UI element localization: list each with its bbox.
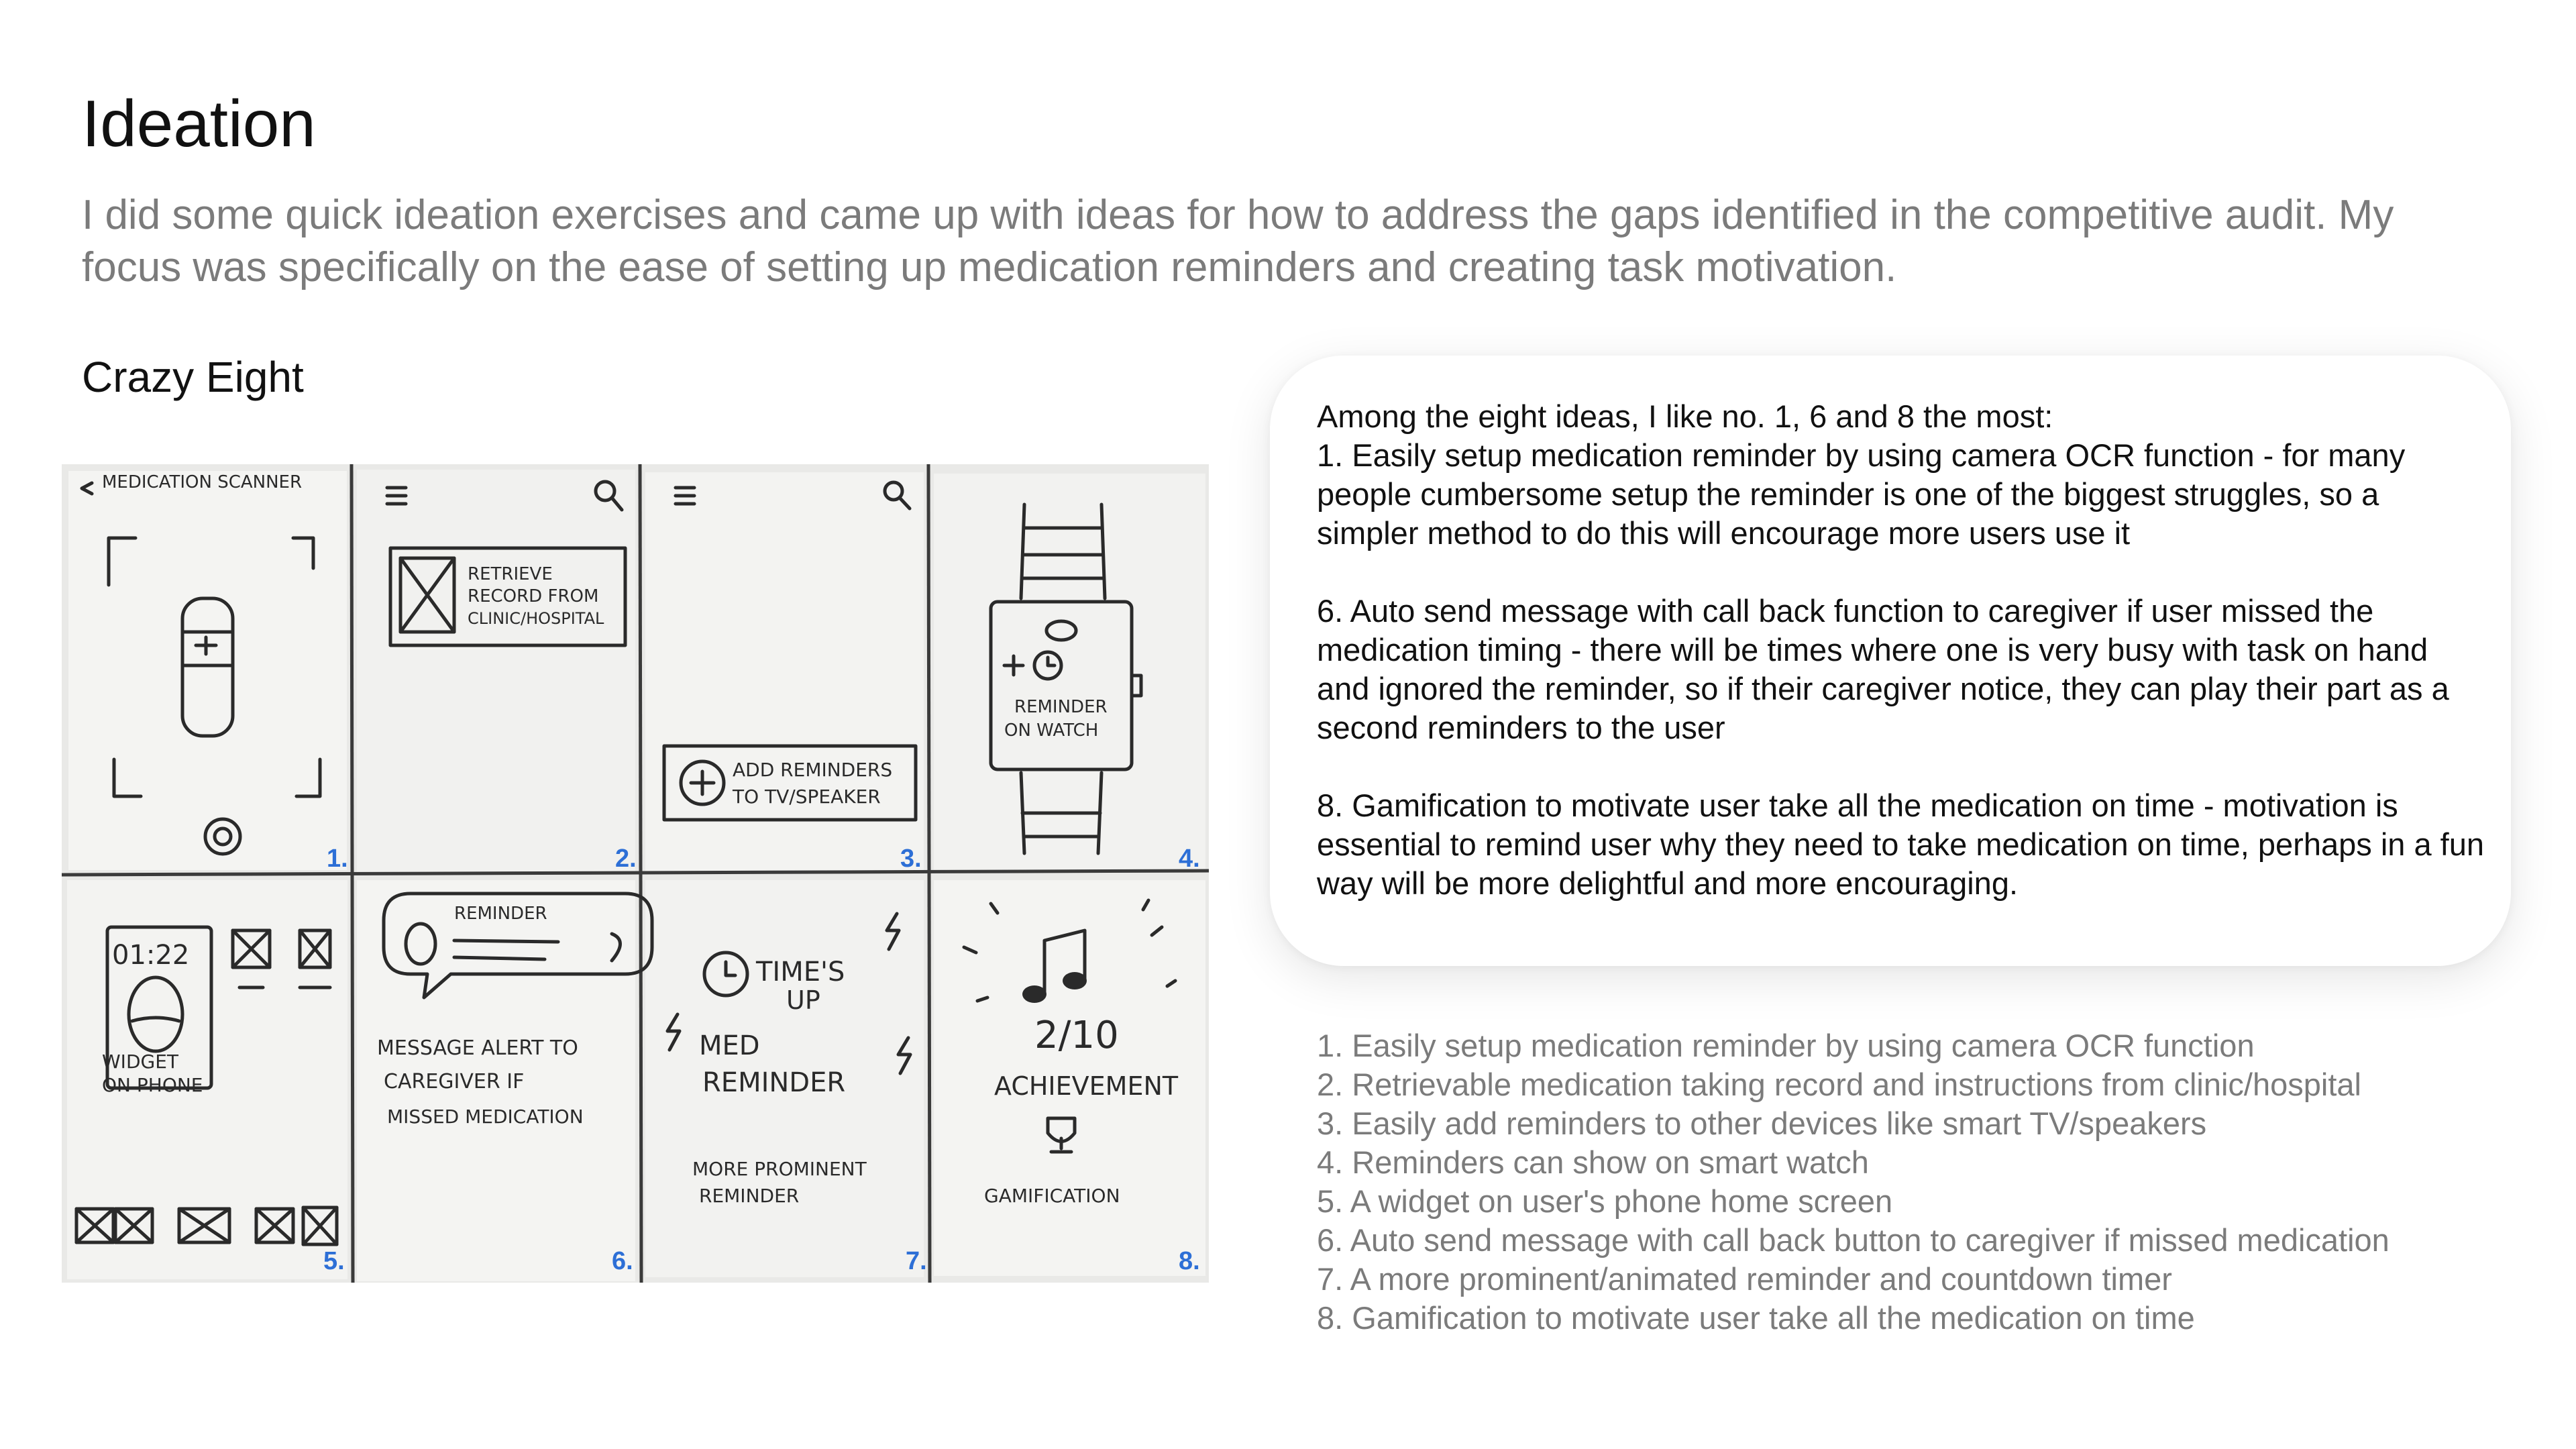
idea-item: 1. Easily setup medication reminder by using camera OCR function bbox=[1317, 1028, 2255, 1063]
sketch-5-caption-2: ON PHONE bbox=[102, 1074, 203, 1096]
idea-item: 2. Retrievable medication taking record and instructions from clinic/hospital bbox=[1317, 1067, 2361, 1102]
sketch-1-number: 1. bbox=[327, 845, 348, 873]
card-idea-1: 1. Easily setup medication reminder by using camera OCR function - for many people cumbersome setup the reminder is one of the biggest struggles, so a simpler method to do this will encourage more users use it bbox=[1317, 437, 2406, 551]
sketch-panel-1 bbox=[68, 471, 347, 870]
idea-item: 3. Easily add reminders to other devices like smart TV/speakers bbox=[1317, 1106, 2207, 1141]
sketch-6-bubble: REMINDER bbox=[454, 904, 547, 924]
sketch-8-number: 8. bbox=[1179, 1247, 1200, 1275]
sketch-panel-4 bbox=[934, 474, 1205, 871]
idea-list bbox=[1317, 1026, 2524, 1338]
sketch-7-line-4: REMINDER bbox=[702, 1067, 846, 1098]
section-title: Crazy Eight bbox=[82, 353, 304, 401]
crazy-eight-sketch-board bbox=[62, 464, 1209, 1283]
sketch-5-time: 01:22 bbox=[112, 940, 190, 971]
sketch-4-number: 4. bbox=[1179, 845, 1200, 873]
idea-item: 6. Auto send message with call back button to caregiver if missed medication bbox=[1317, 1222, 2390, 1258]
sketch-8-caption: GAMIFICATION bbox=[984, 1185, 1120, 1207]
sketch-1-header: MEDICATION SCANNER bbox=[102, 472, 303, 492]
idea-item: 5. A widget on user's phone home screen bbox=[1317, 1183, 1893, 1219]
sketch-2-label-3: CLINIC/HOSPITAL bbox=[468, 609, 604, 628]
sketch-7-caption-1: MORE PROMINENT bbox=[692, 1158, 867, 1180]
sketch-4-label-1: REMINDER bbox=[1014, 697, 1108, 717]
sketch-8-label: ACHIEVEMENT bbox=[994, 1071, 1179, 1101]
sketch-6-caption-1: MESSAGE ALERT TO bbox=[377, 1036, 578, 1060]
sketch-6-number: 6. bbox=[612, 1247, 633, 1275]
page-title: Ideation bbox=[82, 87, 316, 160]
idea-item: 4. Reminders can show on smart watch bbox=[1317, 1144, 1869, 1180]
idea-item: 7. A more prominent/animated reminder and countdown timer bbox=[1317, 1261, 2172, 1297]
sketch-8-score: 2/10 bbox=[1034, 1014, 1119, 1057]
card-idea-8: 8. Gamification to motivate user take all the medication on time - motivation is essential to remind user why they need to take medication on time, perhaps in a fun way will be more delightful and more encouraging. bbox=[1317, 788, 2484, 901]
sketch-7-number: 7. bbox=[906, 1247, 927, 1275]
sketch-2-label-2: RECORD FROM bbox=[468, 586, 599, 606]
sketch-3-label-1: ADD REMINDERS bbox=[733, 759, 893, 781]
sketch-7-line-3: MED bbox=[699, 1030, 760, 1061]
sketch-5-caption-1: WIDGET bbox=[102, 1051, 178, 1073]
card-idea-6: 6. Auto send message with call back function to caregiver if user missed the medication timing - there will be times where one is very busy with task on hand and ignored the reminder, so if their caregiver notice, they can play their part as a second reminders to the user bbox=[1317, 593, 2449, 745]
sketch-3-label-2: TO TV/SPEAKER bbox=[733, 786, 881, 808]
sketch-7-line-2: UP bbox=[786, 985, 820, 1015]
sketch-2-number: 2. bbox=[615, 845, 637, 873]
intro-paragraph: I did some quick ideation exercises and came up with ideas for how to address the gaps identified in the competitive audit. My focus was specifically on the ease of setting up medication reminders and creating task motivation. bbox=[82, 192, 2394, 290]
sketch-panel-2 bbox=[357, 470, 635, 872]
sketch-6-caption-3: MISSED MEDICATION bbox=[387, 1106, 584, 1128]
sketch-7-line-1: TIME'S bbox=[756, 957, 845, 987]
sketch-panel-3 bbox=[645, 472, 924, 871]
sketch-4-label-2: ON WATCH bbox=[1004, 720, 1099, 741]
sketch-3-number: 3. bbox=[900, 845, 922, 873]
sketch-7-caption-2: REMINDER bbox=[699, 1185, 800, 1207]
favorite-ideas-card bbox=[1270, 356, 2511, 966]
card-intro: Among the eight ideas, I like no. 1, 6 and 8 the most: bbox=[1317, 398, 2053, 434]
sketch-2-label-1: RETRIEVE bbox=[468, 564, 553, 584]
idea-item: 8. Gamification to motivate user take all the medication on time bbox=[1317, 1300, 2195, 1336]
sketch-6-caption-2: CAREGIVER IF bbox=[384, 1070, 525, 1093]
sketch-5-number: 5. bbox=[323, 1247, 345, 1275]
